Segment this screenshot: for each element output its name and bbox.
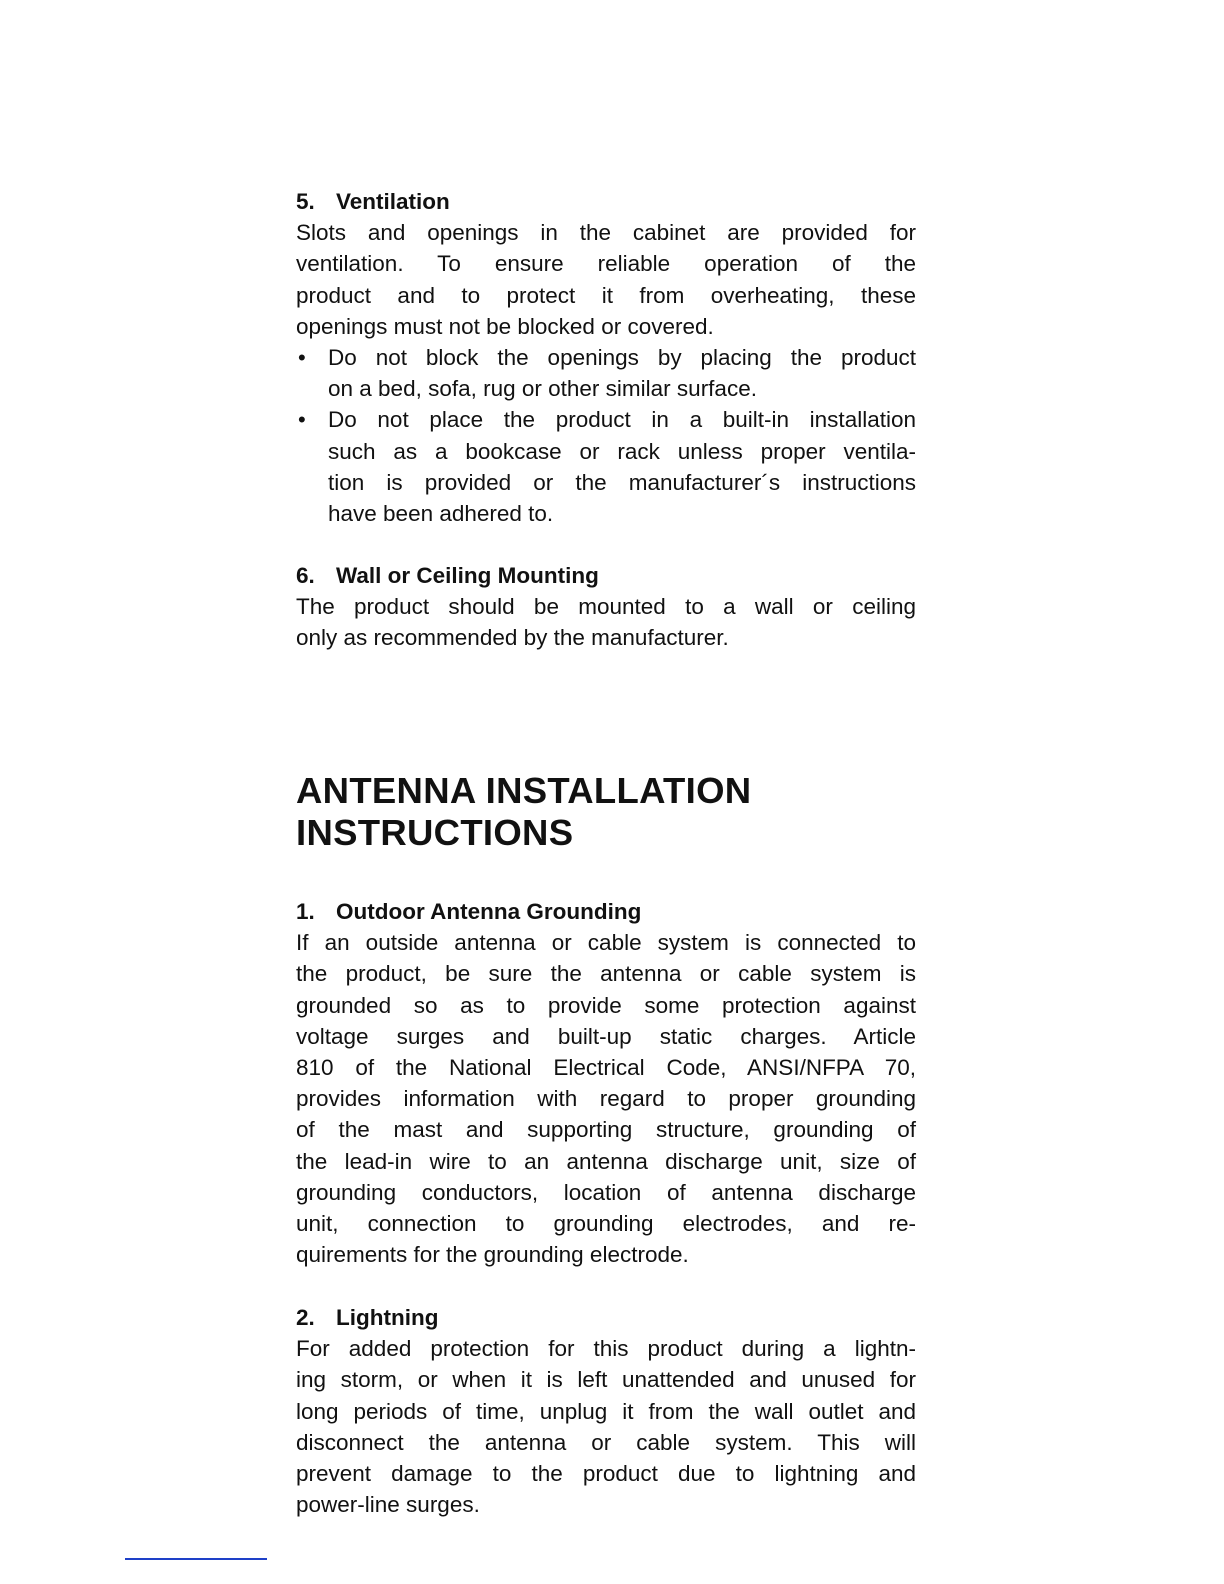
section-title: Wall or Ceiling Mounting (336, 563, 599, 588)
bullet-icon: • (298, 407, 306, 433)
section-title: Lightning (336, 1305, 439, 1330)
page-title-line: INSTRUCTIONS (296, 812, 574, 853)
section-lightning (296, 1302, 916, 1520)
bullet-item (296, 342, 916, 373)
section-number: 5. (296, 189, 315, 214)
section-wall-mounting (296, 560, 916, 654)
paragraph-line: unit, connection to grounding electrodes, and re- (296, 1210, 916, 1236)
section-heading (296, 896, 916, 927)
paragraph-line: power-line surges. (296, 1492, 480, 1518)
paragraph-line: product and to protect it from overheating, these (296, 282, 916, 308)
paragraph-line: voltage surges and built-up static charges. Article (296, 1023, 916, 1049)
bullet-text: Do not block the openings by placing the product (328, 344, 916, 370)
paragraph-line: Slots and openings in the cabinet are provided for (296, 220, 916, 246)
paragraph-line: prevent damage to the product due to lightning and (296, 1460, 916, 1486)
paragraph-line: ventilation. To ensure reliable operation of the (296, 251, 916, 277)
paragraph-line: If an outside antenna or cable system is connected to (296, 930, 916, 956)
section-title: Outdoor Antenna Grounding (336, 899, 642, 924)
paragraph-line: openings must not be blocked or covered. (296, 313, 714, 339)
section-heading (296, 186, 916, 217)
paragraph-line: quirements for the grounding electrode. (296, 1242, 689, 1268)
bullet-continuation: tion is provided or the manufacturer´s instructions (328, 469, 916, 495)
section-number: 6. (296, 563, 315, 588)
bullet-continuation: have been adhered to. (328, 500, 554, 526)
paragraph-line: 810 of the National Electrical Code, ANSI/NFPA 70, (296, 1054, 916, 1080)
bullet-icon: • (298, 344, 306, 370)
paragraph-line: grounded so as to provide some protection against (296, 992, 916, 1018)
section-number: 1. (296, 899, 315, 924)
section-antenna-grounding (296, 896, 916, 1270)
paragraph-line: the product, be sure the antenna or cable system is (296, 961, 916, 987)
paragraph-line: the lead-in wire to an antenna discharge unit, size of (296, 1148, 916, 1174)
page-title (296, 770, 916, 854)
section-heading (296, 560, 916, 591)
page-title-line: ANTENNA INSTALLATION (296, 770, 752, 811)
bullet-continuation: on a bed, sofa, rug or other similar surface. (328, 376, 757, 402)
bullet-text: Do not place the product in a built-in installation (328, 407, 916, 433)
footer-rule (125, 1558, 267, 1560)
paragraph-line: grounding conductors, location of antenna discharge (296, 1179, 916, 1205)
paragraph-line: of the mast and supporting structure, grounding of (296, 1117, 916, 1143)
section-number: 2. (296, 1305, 315, 1330)
paragraph-line: only as recommended by the manufacturer. (296, 625, 729, 651)
paragraph-line: disconnect the antenna or cable system. This will (296, 1429, 916, 1455)
bullet-continuation: such as a bookcase or rack unless proper ventila- (328, 438, 916, 464)
paragraph-line: ing storm, or when it is left unattended and unused for (296, 1367, 916, 1393)
section-ventilation (296, 186, 916, 529)
paragraph-line: For added protection for this product during a lightn- (296, 1336, 916, 1362)
bullet-item (296, 404, 916, 435)
paragraph-line: provides information with regard to proper grounding (296, 1086, 916, 1112)
paragraph-line: The product should be mounted to a wall or ceiling (296, 594, 916, 620)
section-heading (296, 1302, 916, 1333)
section-title: Ventilation (336, 189, 450, 214)
paragraph-line: long periods of time, unplug it from the wall outlet and (296, 1398, 916, 1424)
